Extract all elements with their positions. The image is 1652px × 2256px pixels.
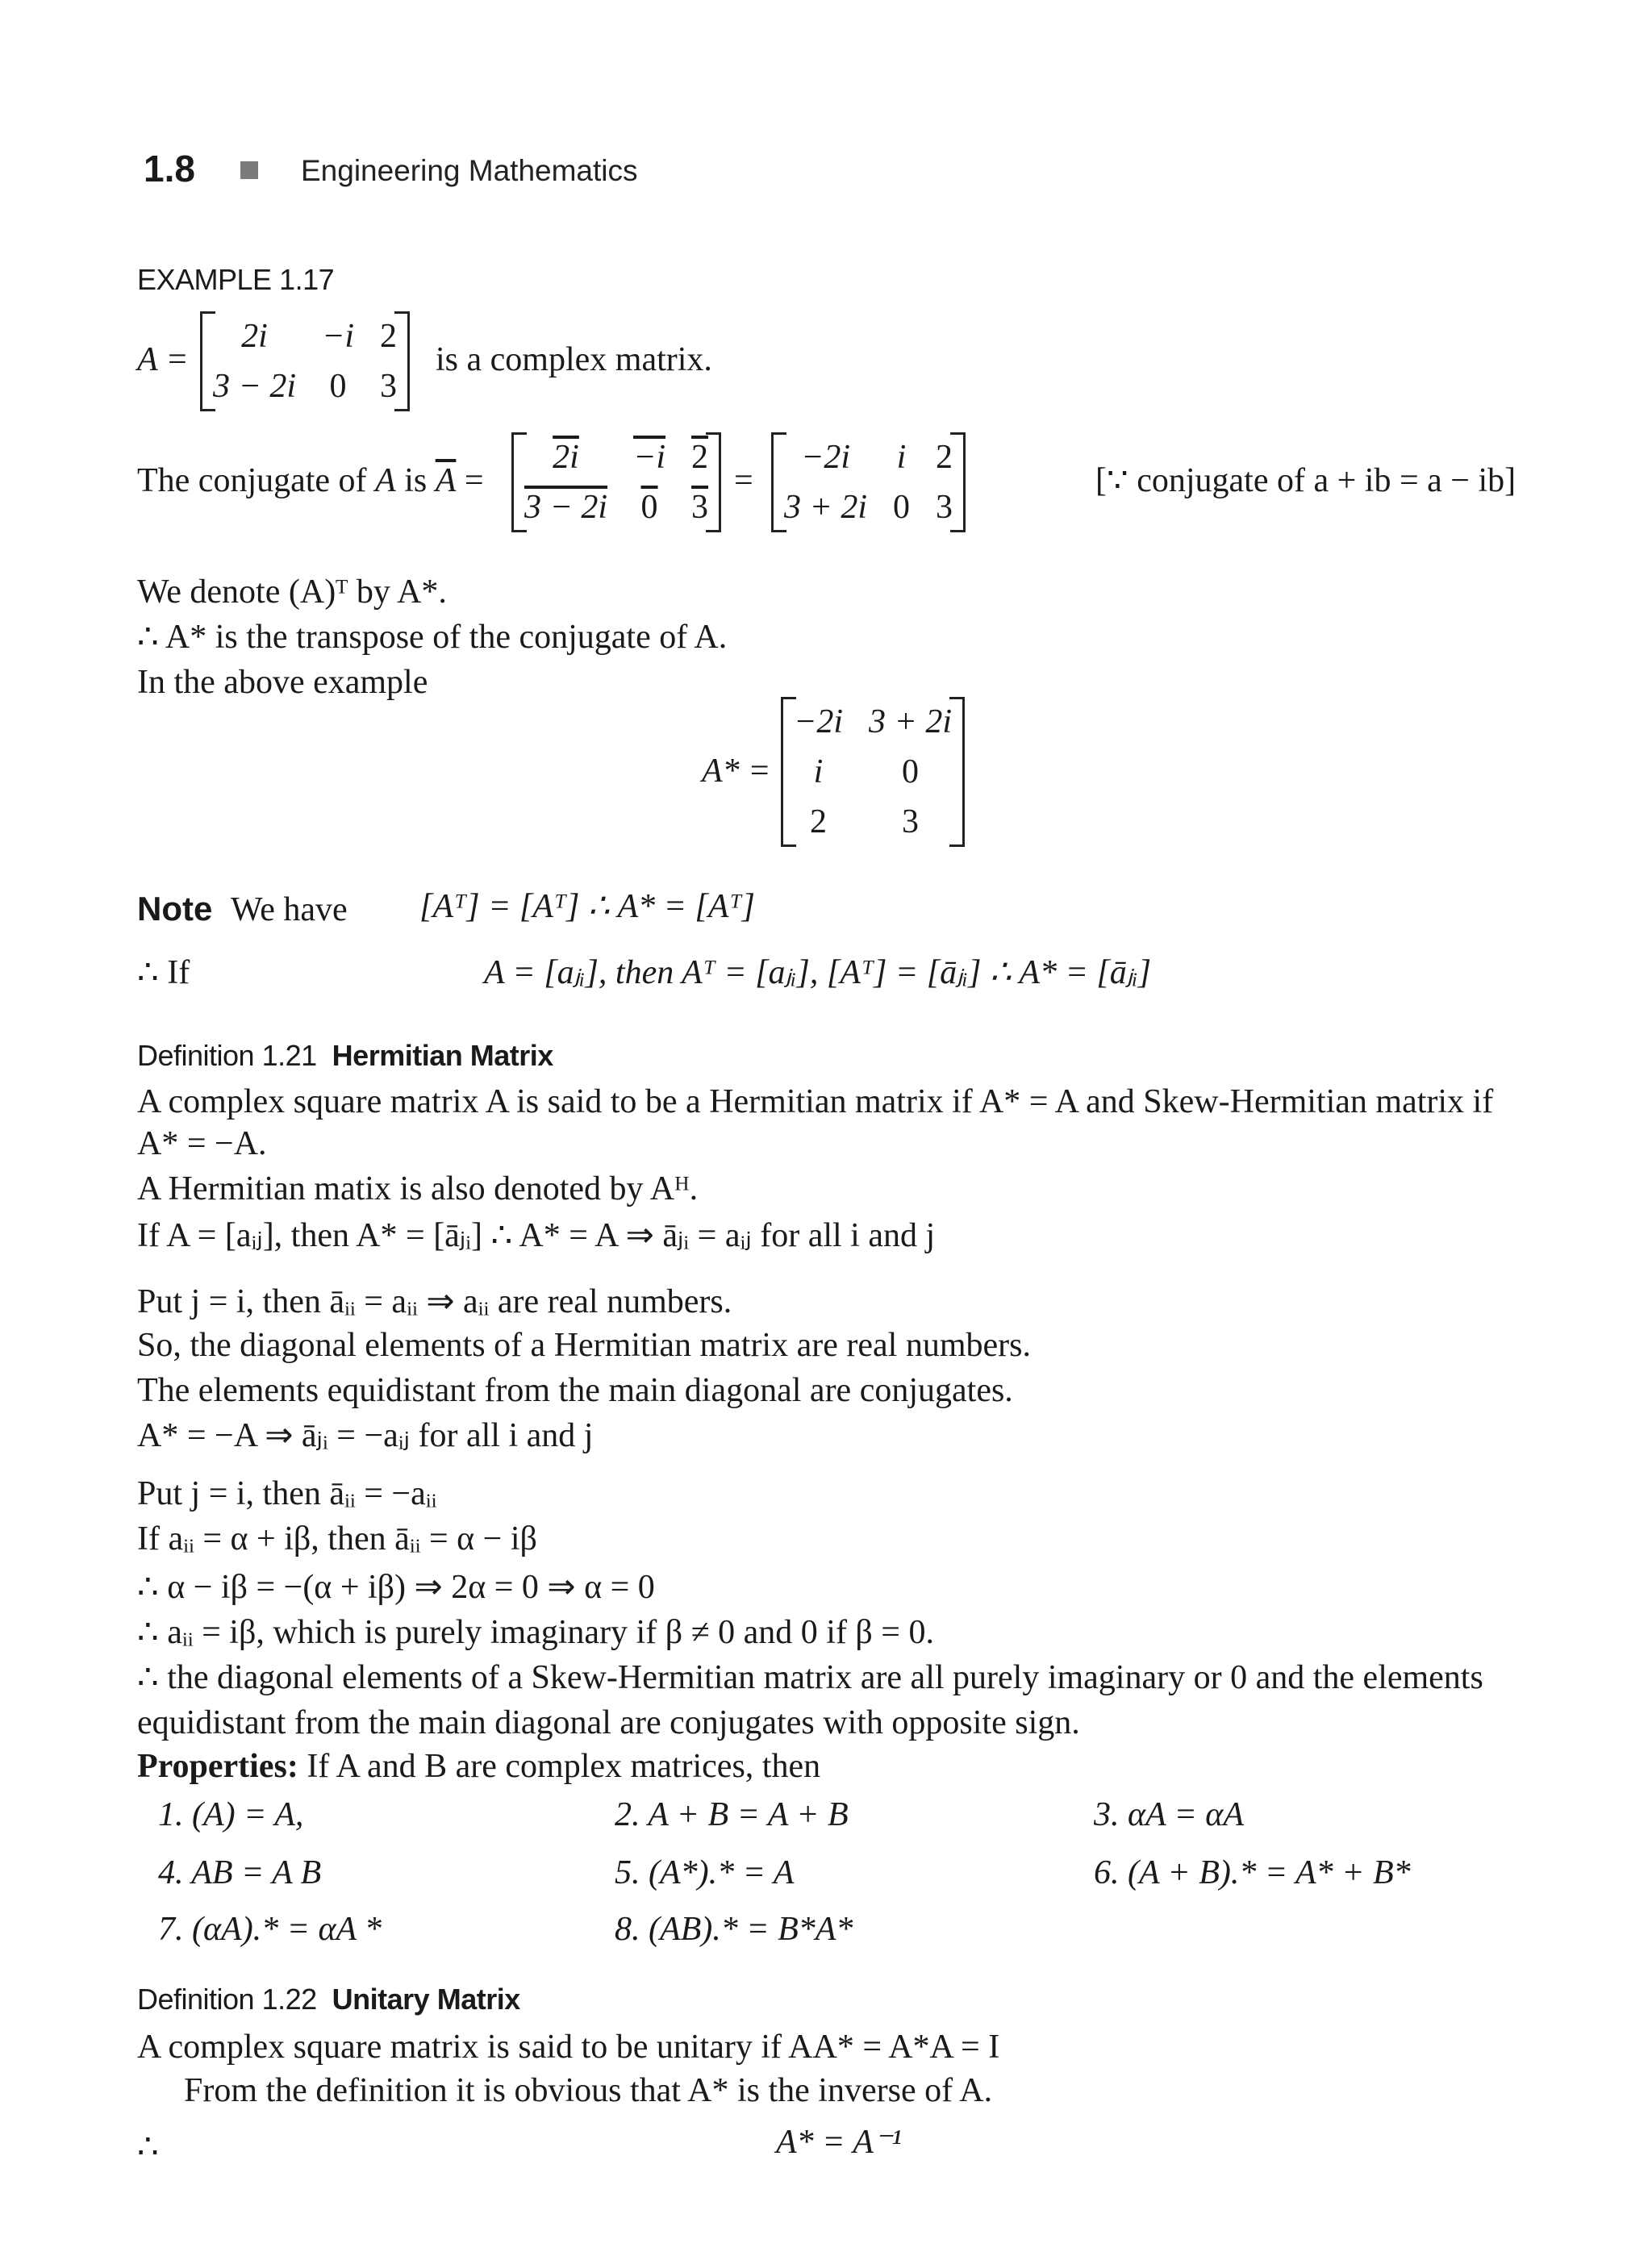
matrix-cell: 0 xyxy=(893,489,911,526)
note-equation-2: A = [aⱼᵢ], then Aᵀ = [aⱼᵢ], [Aᵀ] = [āⱼᵢ] ∴ A* = [āⱼᵢ] xyxy=(484,954,1152,991)
matrix-cell: −i xyxy=(633,439,666,476)
def121-p8: Put j = i, then āᵢᵢ = −aᵢᵢ xyxy=(137,1475,437,1512)
matrix-a-lhs: A = xyxy=(137,341,189,378)
matrix-cell: 0 xyxy=(329,368,347,405)
def121-p11: ∴ aᵢᵢ = iβ, which is purely imaginary if β ≠ 0 and 0 if β = 0. xyxy=(137,1614,934,1651)
def121-p9: If aᵢᵢ = α + iβ, then āᵢᵢ = α − iβ xyxy=(137,1520,537,1558)
property-8: 8. (AB).* = B*A* xyxy=(615,1911,853,1948)
def121-p7: A* = −A ⇒ āⱼᵢ = −aᵢⱼ for all i and j xyxy=(137,1417,594,1454)
matrix-cell: 2i xyxy=(241,318,268,355)
def122-p2: From the definition it is obvious that A* is the inverse of A. xyxy=(184,2072,993,2109)
property-3: 3. αA = αA xyxy=(1094,1796,1244,1833)
def121-p10: ∴ α − iβ = −(α + iβ) ⇒ 2α = 0 ⇒ α = 0 xyxy=(137,1569,655,1606)
therefore-symbol: ∴ xyxy=(137,2129,159,2166)
matrix-cell: 3 xyxy=(902,803,920,840)
matrix-astar xyxy=(781,697,965,847)
transpose-line: ∴ A* is the transpose of the conjugate of A. xyxy=(137,619,728,656)
example-label: EXAMPLE 1.17 xyxy=(137,263,335,296)
def122-p3: A* = A⁻¹ xyxy=(776,2124,902,2161)
def121-p5: So, the diagonal elements of a Hermitian matrix are real numbers. xyxy=(137,1327,1031,1364)
matrix-cell: −2i xyxy=(794,703,844,740)
matrix-cell: 3 − 2i xyxy=(524,489,608,526)
matrix-cell: i xyxy=(896,439,907,476)
property-2: 2. A + B = A + B xyxy=(615,1796,849,1833)
matrix-cell: 3 + 2i xyxy=(784,489,868,526)
def121-p3: If A = [aᵢⱼ], then A* = [āⱼᵢ] ∴ A* = A ⇒ āⱼᵢ = aᵢⱼ for all i and j xyxy=(137,1217,936,1254)
matrix-cell: 2 xyxy=(810,803,827,840)
matrix-astar-lhs: A* = xyxy=(702,753,771,790)
definition-1-22-heading: Definition 1.22 Unitary Matrix xyxy=(137,1983,520,2016)
header-square-icon xyxy=(240,161,258,179)
note-equation-1: [Aᵀ] = [Aᵀ] ∴ A* = [Aᵀ] xyxy=(419,888,756,925)
matrix-cell: i xyxy=(813,753,824,790)
note-text: We have xyxy=(231,891,348,928)
def121-p1a: A complex square matrix A is said to be a Hermitian matrix if A* = A and Skew-Hermitian matrix if xyxy=(137,1083,1494,1120)
property-4: 4. AB = A B xyxy=(158,1854,322,1891)
matrix-cell: −2i xyxy=(801,439,851,476)
conjugate-line: The conjugate of A is $\overline{A}$ = xyxy=(137,462,484,499)
matrix-cell: 2 xyxy=(380,318,398,355)
property-5: 5. (A*).* = A xyxy=(615,1854,795,1891)
matrix-cell: 3 − 2i xyxy=(213,368,297,405)
matrix-a-caption: is a complex matrix. xyxy=(436,341,712,378)
matrix-cell: 3 xyxy=(936,489,953,526)
matrix-a-bar xyxy=(511,432,721,532)
property-7: 7. (αA).* = αA * xyxy=(158,1911,382,1948)
matrix-cell: 3 + 2i xyxy=(869,703,953,740)
def122-p1: A complex square matrix is said to be unitary if AA* = A*A = I xyxy=(137,2029,1000,2066)
def121-p6: The elements equidistant from the main diagonal are conjugates. xyxy=(137,1372,1013,1409)
conjugate-reason: [∵ conjugate of a + ib = a − ib] xyxy=(1095,462,1516,499)
def121-p12a: ∴ the diagonal elements of a Skew-Hermitian matrix are all purely imaginary or 0 and the elements xyxy=(137,1659,1483,1696)
matrix-cell: 2i xyxy=(553,439,579,476)
def121-p12b: equidistant from the main diagonal are conjugates with opposite sign. xyxy=(137,1704,1080,1741)
matrix-cell: −i xyxy=(322,318,355,355)
matrix-a-conjugate-result xyxy=(771,432,966,532)
matrix-cell: 3 xyxy=(380,368,398,405)
matrix-cell: 0 xyxy=(640,489,658,526)
def121-p1b: A* = −A. xyxy=(137,1125,267,1162)
note-if: ∴ If xyxy=(137,954,190,991)
def121-p4: Put j = i, then āᵢᵢ = aᵢᵢ ⇒ aᵢᵢ are real numbers. xyxy=(137,1283,732,1320)
denote-line: We denote (A)ᵀ by A*. xyxy=(137,573,447,611)
page-number: 1.8 xyxy=(144,148,195,190)
matrix-cell: 2 xyxy=(691,439,709,476)
above-example-line: In the above example xyxy=(137,664,428,701)
matrix-a xyxy=(200,311,410,411)
equals-sign: = xyxy=(734,462,753,499)
note-label: Note xyxy=(137,890,213,928)
matrix-cell: 0 xyxy=(902,753,920,790)
properties-line: Properties: If A and B are complex matrices, then xyxy=(137,1748,821,1785)
book-title: Engineering Mathematics xyxy=(301,154,638,187)
property-6: 6. (A + B).* = A* + B* xyxy=(1094,1854,1411,1891)
property-1: 1. (A) = A, xyxy=(158,1796,304,1833)
matrix-cell: 2 xyxy=(936,439,953,476)
def121-p2: A Hermitian matix is also denoted by Aᴴ. xyxy=(137,1170,699,1207)
matrix-cell: 3 xyxy=(691,489,709,526)
definition-1-21-heading: Definition 1.21 Hermitian Matrix xyxy=(137,1039,553,1072)
